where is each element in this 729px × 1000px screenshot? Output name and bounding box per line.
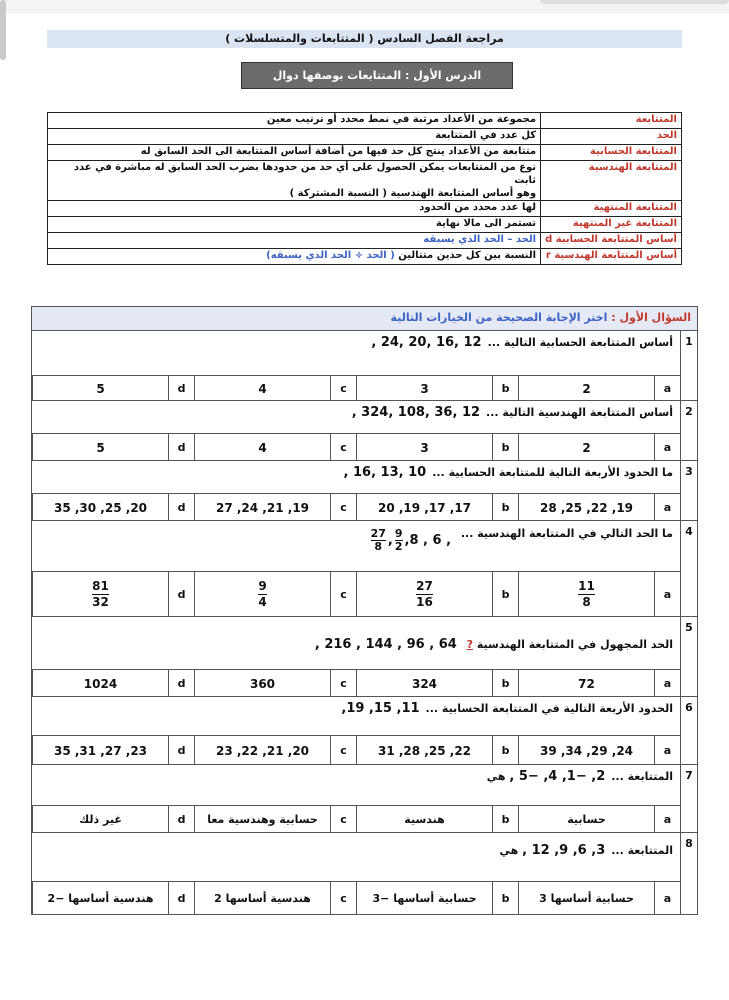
option-letter-a xyxy=(654,806,680,833)
header-pill xyxy=(540,0,729,4)
fraction xyxy=(92,579,109,610)
option-c[interactable]: 4 xyxy=(194,376,330,401)
sequence: 10 ,13 ,16 , xyxy=(343,465,427,480)
question-item xyxy=(32,401,697,461)
option-b[interactable] xyxy=(356,572,492,617)
definition-desc-line1: نوع من المتتابعات يمكن الحصول على أي حد من حدودها بضرب الحد السابق له مباشرة في عدد ثابت xyxy=(73,162,537,186)
letter: b xyxy=(501,382,510,395)
option-letter-d xyxy=(168,736,194,765)
sequence: 11, 15, 19, xyxy=(341,701,420,716)
question-block xyxy=(31,306,698,915)
unknown-term: ? xyxy=(466,638,474,651)
definition-term: أساس المتتابعة الهندسية r xyxy=(541,249,682,265)
option-letter-a xyxy=(654,882,680,915)
definition-row xyxy=(48,249,682,265)
sequence-start: 8 , 6 , xyxy=(409,533,452,548)
letter: c xyxy=(340,441,347,454)
option-d[interactable]: 5 xyxy=(32,376,168,401)
option-letter-b xyxy=(492,736,518,765)
option-b[interactable]: حسابية أساسها −3 xyxy=(356,882,492,915)
option-letter-c xyxy=(330,882,356,915)
option-a[interactable]: 24, 29, 34, 39 xyxy=(518,736,654,765)
option-letter-a xyxy=(654,736,680,765)
denominator: 8 xyxy=(582,595,591,609)
option-c[interactable]: هندسية أساسها 2 xyxy=(194,882,330,915)
question-prompt: الحدود الأربعة التالية في المتتابعة الحسابية ... xyxy=(425,702,673,715)
definition-desc: مجموعة من الأعداد مرتبة في نمط محدد أو ترتيب معين xyxy=(48,113,541,129)
option-b[interactable]: 3 xyxy=(356,434,492,461)
question-prompt: أساس المتتابعة الحسابية التالية ... xyxy=(487,336,673,349)
definition-desc-line2: وهو أساس المتتابعة الهندسية ( النسبة المشتركة ) xyxy=(289,188,537,199)
options-row xyxy=(32,881,680,915)
option-b[interactable]: هندسية xyxy=(356,806,492,833)
option-c[interactable]: 4 xyxy=(194,434,330,461)
question-text xyxy=(487,769,673,784)
definition-term: الحد xyxy=(541,129,682,145)
option-letter-a xyxy=(654,434,680,461)
sequence: 12 ,36 ,108 ,324 , xyxy=(351,405,481,420)
option-letter-a xyxy=(654,572,680,617)
definition-desc-formula: ( الحد ÷ الحد الذي يسبقه) xyxy=(266,250,395,261)
question-number: 1 xyxy=(680,331,697,400)
question-item xyxy=(32,765,697,833)
option-a[interactable]: حسابية xyxy=(518,806,654,833)
denominator: 16 xyxy=(416,595,433,609)
definition-row xyxy=(48,161,682,201)
option-letter-d xyxy=(168,434,194,461)
option-c[interactable]: 360 xyxy=(194,670,330,697)
options-row xyxy=(32,433,680,461)
options-row xyxy=(32,375,680,401)
letter: a xyxy=(663,677,672,690)
option-letter-b xyxy=(492,434,518,461)
definition-desc: كل عدد في المتتابعة xyxy=(48,129,541,145)
options-row xyxy=(32,669,680,697)
numerator: 81 xyxy=(92,579,109,593)
question-prompt: ما الحدود الأربعة التالية للمتتابعة الحسابية ... xyxy=(432,466,673,479)
letter: c xyxy=(340,677,347,690)
option-letter-b xyxy=(492,494,518,521)
definition-desc: لها عدد محدد من الحدود xyxy=(48,201,541,217)
letter: c xyxy=(340,501,347,514)
option-letter-a xyxy=(654,670,680,697)
question-text xyxy=(500,843,673,858)
definition-term: المتتابعة غير المنتهية xyxy=(541,217,682,233)
question-number: 4 xyxy=(680,521,697,616)
denominator: 4 xyxy=(258,595,267,609)
sequence: 12 ,16 ,20 ,24 , xyxy=(371,335,482,350)
letter: b xyxy=(501,441,510,454)
question-prompt: الحد المجهول في المتتابعة الهندسية xyxy=(476,638,673,651)
sequence: 2, −1, 4, −5 , xyxy=(509,769,606,784)
definitions-table xyxy=(47,112,682,265)
option-letter-d xyxy=(168,806,194,833)
question-number: 5 xyxy=(680,617,697,696)
option-letter-c xyxy=(330,670,356,697)
option-letter-c xyxy=(330,806,356,833)
scrollbar-thumb[interactable] xyxy=(0,0,6,60)
question-item xyxy=(32,331,697,401)
option-d[interactable] xyxy=(32,572,168,617)
question-prompt: أساس المتتابعة الهندسية التالية ... xyxy=(486,406,673,419)
question-number: 6 xyxy=(680,697,697,764)
question-prompt: ما الحد التالي في المتتابعة الهندسية ... xyxy=(460,527,673,540)
letter: b xyxy=(501,744,510,757)
option-letter-c xyxy=(330,494,356,521)
question-text xyxy=(341,701,673,716)
definition-term: المتتابعة xyxy=(541,113,682,129)
letter: d xyxy=(177,813,186,826)
letter: d xyxy=(177,677,186,690)
letter: c xyxy=(340,892,347,905)
option-letter-c xyxy=(330,376,356,401)
sequence: 64 , 96 , 144 , 216 , xyxy=(314,637,457,652)
definition-term: المتتابعة المنتهية xyxy=(541,201,682,217)
option-a[interactable]: حسابية أساسها 3 xyxy=(518,882,654,915)
option-d[interactable]: 20, 25, 30, 35 xyxy=(32,494,168,521)
definition-desc: الحد – الحد الذي يسبقه xyxy=(48,233,541,249)
definition-desc-main: النسبة بين كل حدين متتالين xyxy=(398,250,537,261)
question-header xyxy=(32,307,697,331)
question-item xyxy=(32,833,697,915)
definition-desc: تستمر الى مالا نهاية xyxy=(48,217,541,233)
option-letter-d xyxy=(168,882,194,915)
question-label: السؤال الأول : xyxy=(611,311,691,324)
letter: c xyxy=(340,588,347,601)
letter: a xyxy=(663,441,672,454)
numerator: 27 xyxy=(416,579,433,593)
question-prompt: المتتابعة ... xyxy=(611,844,673,857)
definition-desc xyxy=(48,249,541,265)
option-c[interactable]: 20, 21, 22, 23 xyxy=(194,736,330,765)
letter: a xyxy=(663,382,672,395)
options-row xyxy=(32,735,680,765)
sequence: $\frac{27}{8}$ , $\frac{9}{2}$ , 8 , 6 , xyxy=(370,527,452,553)
option-a[interactable]: 2 xyxy=(518,376,654,401)
option-letter-d xyxy=(168,572,194,617)
option-a[interactable]: 72 xyxy=(518,670,654,697)
definition-row xyxy=(48,129,682,145)
option-d[interactable]: غير ذلك xyxy=(32,806,168,833)
letter: d xyxy=(177,441,186,454)
definition-row xyxy=(48,201,682,217)
option-c[interactable] xyxy=(194,572,330,617)
question-item xyxy=(32,461,697,521)
option-a[interactable]: 19, 22, 25, 28 xyxy=(518,494,654,521)
question-item xyxy=(32,697,697,765)
options-row xyxy=(32,805,680,833)
options-row xyxy=(32,493,680,521)
option-b[interactable]: 17, 17, 19, 20 xyxy=(356,494,492,521)
option-letter-d xyxy=(168,376,194,401)
sequence: 3, 6, 9, 12 , xyxy=(522,843,606,858)
definition-desc: متتابعة من الأعداد ينتج كل حد فيها من أضافة أساس المتتابعة الى الحد السابق له xyxy=(48,145,541,161)
options-row xyxy=(32,571,680,617)
question-instruction: اختر الإجابة الصحيحة من الخيارات التالية xyxy=(390,311,608,324)
denominator: 8 xyxy=(374,540,383,553)
letter: a xyxy=(663,588,672,601)
option-letter-b xyxy=(492,376,518,401)
option-letter-b xyxy=(492,806,518,833)
option-letter-d xyxy=(168,670,194,697)
question-item xyxy=(32,617,697,697)
option-letter-a xyxy=(654,376,680,401)
question-suffix: هي xyxy=(499,844,519,857)
question-text xyxy=(352,405,673,420)
definition-desc xyxy=(48,161,541,201)
question-text xyxy=(315,637,673,652)
fraction xyxy=(416,579,433,610)
letter: a xyxy=(663,744,672,757)
option-a[interactable] xyxy=(518,572,654,617)
option-a[interactable]: 2 xyxy=(518,434,654,461)
lesson-title: الدرس الأول : المتتابعات بوصفها دوال xyxy=(241,62,513,89)
letter: d xyxy=(177,382,186,395)
definition-row xyxy=(48,145,682,161)
letter: c xyxy=(340,744,347,757)
letter: b xyxy=(501,588,510,601)
letter: d xyxy=(177,588,186,601)
letter: d xyxy=(177,501,186,514)
question-text xyxy=(344,465,673,480)
letter: c xyxy=(340,382,347,395)
question-text xyxy=(369,527,673,553)
question-number: 8 xyxy=(680,833,697,915)
option-letter-b xyxy=(492,670,518,697)
denominator: 32 xyxy=(92,595,109,609)
letter: d xyxy=(177,744,186,757)
sequence-fraction xyxy=(395,528,403,553)
letter: c xyxy=(340,813,347,826)
page-title: مراجعة الفصل السادس ( المتتابعات والمتسلسلات ) xyxy=(47,30,682,48)
letter: a xyxy=(663,501,672,514)
fraction xyxy=(578,579,595,610)
option-letter-c xyxy=(330,572,356,617)
option-d[interactable]: 23, 27, 31, 35 xyxy=(32,736,168,765)
definition-term: المتتابعة الهندسية xyxy=(541,161,682,201)
option-b[interactable]: 3 xyxy=(356,376,492,401)
option-letter-c xyxy=(330,434,356,461)
question-item xyxy=(32,521,697,617)
question-text xyxy=(371,335,673,350)
option-letter-b xyxy=(492,572,518,617)
definition-row xyxy=(48,113,682,129)
numerator: 27 xyxy=(370,527,386,540)
option-c[interactable]: حسابية وهندسية معا xyxy=(194,806,330,833)
option-letter-d xyxy=(168,494,194,521)
option-b[interactable]: 324 xyxy=(356,670,492,697)
definition-row xyxy=(48,217,682,233)
question-number: 2 xyxy=(680,401,697,460)
option-d[interactable]: 5 xyxy=(32,434,168,461)
sequence-fraction xyxy=(371,528,386,553)
question-number: 7 xyxy=(680,765,697,832)
option-letter-c xyxy=(330,736,356,765)
option-letter-a xyxy=(654,494,680,521)
definition-term: المتتابعة الحسابية xyxy=(541,145,682,161)
question-suffix: هي xyxy=(486,770,506,783)
top-bar xyxy=(0,0,729,14)
letter: a xyxy=(663,892,672,905)
definition-term: أساس المتتابعة الحسابية d xyxy=(541,233,682,249)
numerator: 9 xyxy=(258,579,267,593)
letter: b xyxy=(501,813,510,826)
definition-row xyxy=(48,233,682,249)
option-b[interactable]: 22, 25, 28, 31 xyxy=(356,736,492,765)
numerator: 11 xyxy=(578,579,595,593)
option-c[interactable]: 19, 21, 24, 27 xyxy=(194,494,330,521)
question-prompt: المتتابعة ... xyxy=(611,770,673,783)
letter: a xyxy=(663,813,672,826)
letter: b xyxy=(501,892,510,905)
letter: d xyxy=(177,892,186,905)
option-d[interactable]: هندسية أساسها −2 xyxy=(32,882,168,915)
letter: b xyxy=(501,501,510,514)
numerator: 9 xyxy=(394,527,403,540)
letter: b xyxy=(501,677,510,690)
option-letter-b xyxy=(492,882,518,915)
option-d[interactable]: 1024 xyxy=(32,670,168,697)
question-number: 3 xyxy=(680,461,697,520)
denominator: 2 xyxy=(394,540,403,553)
fraction xyxy=(258,579,266,610)
